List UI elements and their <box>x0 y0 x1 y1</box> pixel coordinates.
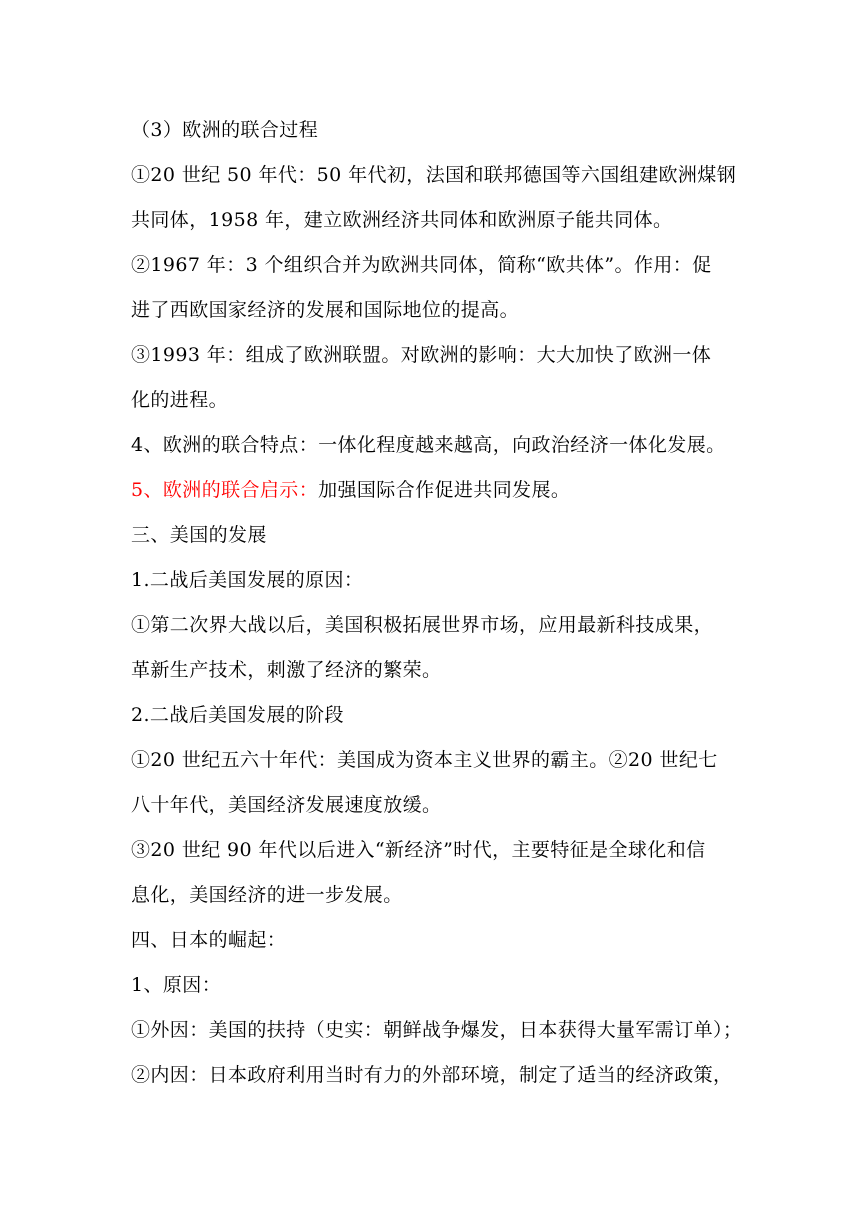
subheading-line: 2.二战后美国发展的阶段 <box>131 704 344 726</box>
paragraph-line: 进了西欧国家经济的发展和国际地位的提高。 <box>131 299 520 321</box>
paragraph-line: ①20 世纪 50 年代：50 年代初，法国和联邦德国等六国组建欧洲煤钢 <box>131 164 737 186</box>
paragraph-line: ①外因：美国的扶持（史实：朝鲜战争爆发，日本获得大量军需订单）； <box>131 1019 743 1041</box>
paragraph-line: ①20 世纪五六十年代：美国成为资本主义世界的霸主。②20 世纪七 <box>131 749 718 771</box>
paragraph-line: 革新生产技术，刺激了经济的繁荣。 <box>131 659 442 681</box>
paragraph-line: 化的进程。 <box>131 389 229 411</box>
paragraph-line: 息化，美国经济的进一步发展。 <box>131 884 403 906</box>
paragraph-line: ③1993 年：组成了欧洲联盟。对欧洲的影响：大大加快了欧洲一体 <box>131 344 712 366</box>
highlighted-line-rest: 加强国际合作促进共同发展。 <box>318 479 571 501</box>
section-heading-us-development: 三、美国的发展 <box>131 524 267 546</box>
paragraph-line: ①第二次界大战以后，美国积极拓展世界市场，应用最新科技成果， <box>131 614 714 636</box>
paragraph-line: 共同体，1958 年，建立欧洲经济共同体和欧洲原子能共同体。 <box>131 209 673 231</box>
paragraph-line: ③20 世纪 90 年代以后进入“新经济”时代，主要特征是全球化和信 <box>131 839 706 861</box>
document-page <box>131 108 743 1098</box>
section-heading-europe-union-process: （3）欧洲的联合过程 <box>131 119 319 141</box>
highlighted-line <box>131 468 731 513</box>
paragraph-line: 八十年代，美国经济发展速度放缓。 <box>131 794 442 816</box>
paragraph-line: 4、欧洲的联合特点：一体化程度越来越高，向政治经济一体化发展。 <box>131 434 726 456</box>
highlighted-label: 5、欧洲的联合启示： <box>131 479 319 501</box>
subheading-line: 1.二战后美国发展的原因： <box>131 569 364 591</box>
subheading-line: 1、原因： <box>131 974 222 996</box>
section-heading-japan-rise: 四、日本的崛起： <box>131 929 287 951</box>
paragraph-line: ②1967 年：3 个组织合并为欧洲共同体，简称“欧共体”。作用：促 <box>131 254 712 276</box>
paragraph-line: ②内因：日本政府利用当时有力的外部环境，制定了适当的经济政策， <box>131 1064 733 1086</box>
